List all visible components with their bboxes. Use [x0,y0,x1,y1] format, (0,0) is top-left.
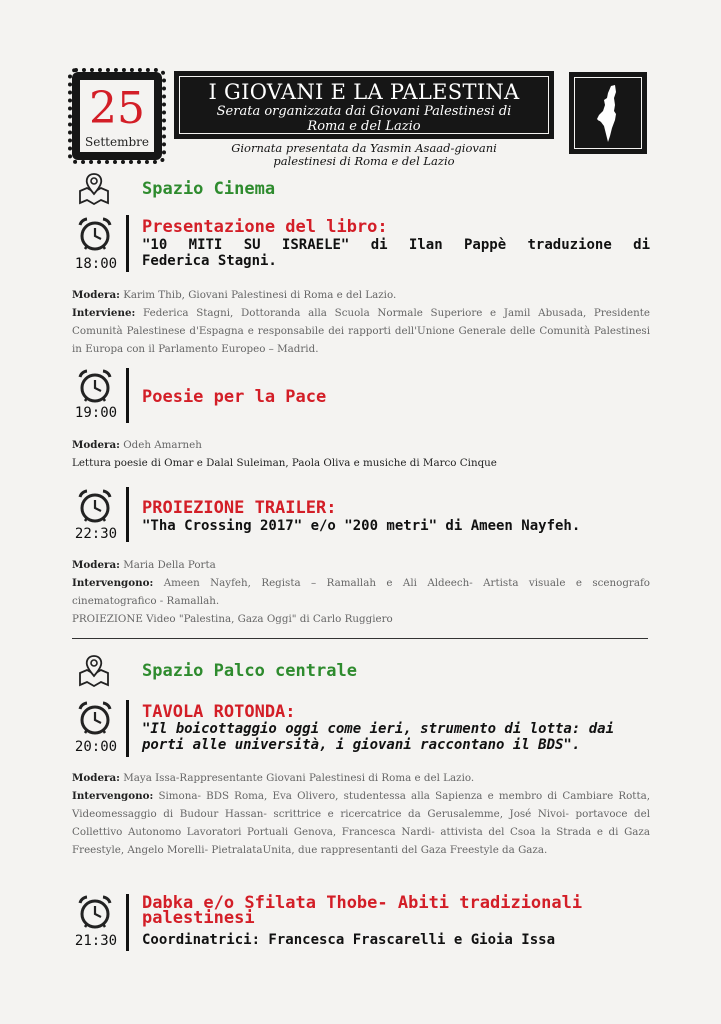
event-info [72,769,650,859]
event-title: PROIEZIONE TRAILER: [142,498,337,518]
info-line [72,454,650,472]
event-subtitle [142,721,652,753]
alarm-clock-icon [76,487,114,525]
event-title: TAVOLA ROTONDA: [142,702,296,722]
info-text: Federica Stagni, Dottoranda alla Scuola Normale Superiore e Jamil Abusada, Presidente Comunità Palestinese d'Espagna e responsabile dei rapporti dell'Unione Generale delle Comunità Palestinesi in Europa con il Parlamento Europeo – Madrid. [72,307,650,355]
event-subtitle-line1: "10 MITI SU ISRAELE" di Ilan Pappè traduzione di [142,237,650,253]
alarm-clock-icon [76,893,114,931]
info-label: Interviene: [72,307,136,319]
alarm-clock-icon [76,215,114,253]
map-pin-icon [77,171,111,205]
date-stamp [72,72,162,160]
event-title: Presentazione del libro: [142,217,388,237]
event-divider [126,700,129,757]
event-time: 18:00 [74,256,118,272]
event-title-line2: palestinesi [142,908,255,928]
info-label: Modera: [72,772,120,784]
section-title-palco: Spazio Palco centrale [142,661,357,681]
info-line [72,436,650,454]
info-line [72,556,650,574]
date-day: 25 [89,83,145,134]
info-text: Lettura poesie di Omar e Dalal Suleiman, Paola Oliva e musiche di Marco Cinque [72,457,497,469]
event-time: 21:30 [74,933,118,949]
event-info [72,286,650,358]
info-label: Modera: [72,439,120,451]
event-divider [126,487,129,542]
event-subtitle [142,518,652,534]
presenter-line2: palestinesi di Roma e del Lazio [273,154,455,168]
map-pin-icon [77,653,111,687]
info-text: Karim Thib, Giovani Palestinesi di Roma e del Lazio. [119,289,397,301]
info-label: Modera: [72,289,120,301]
event-subtitle-line1: "Il boicottaggio oggi come ieri, strumento di lotta: dai [142,721,615,737]
page-title: I GIOVANI E LA PALESTINA [208,80,520,104]
info-line [72,574,650,610]
subtitle-line2: Roma e del Lazio [307,119,421,134]
info-line [72,769,650,787]
event-subtitle-line1: "Tha Crossing 2017" e/o "200 metri" di Ameen Nayfeh. [142,518,581,534]
event-info [72,556,650,628]
section-title-cinema: Spazio Cinema [142,179,276,199]
info-label: Intervengono: [72,790,154,802]
event-subtitle-line2: porti alle università, i giovani raccontano il BDS". [142,737,581,753]
info-line [72,304,650,358]
info-text: Maria Della Porta [119,559,216,571]
info-text: Simona- BDS Roma, Eva Olivero, studentessa alla Sapienza e membro di Cambiare Rotta, Videomessaggio di Budour Hassan- scrittrice e ricercatrice da Gerusalemme, José Nivoi- portavoce del Collettivo Autonomo Lavoratori Portuali Genova, Francesca Nardi- attivista del Csoa la Strada e di Gaza Freestyle, Angelo Morelli- PietralataUnita, due rappresentanti del Gaza Freestyle da Gaza. [72,790,650,856]
info-label: Modera: [72,559,120,571]
event-divider [126,894,129,951]
event-time: 22:30 [74,526,118,542]
title-banner [174,71,554,139]
alarm-clock-icon [76,699,114,737]
info-label: Intervengono: [72,577,154,589]
info-text: Ameen Nayfeh, Regista – Ramallah e Ali Aldeech- Artista visuale e scenografo cinematografico - Ramallah. [72,577,650,607]
event-subtitle [142,237,650,269]
info-line [72,787,650,859]
presenter-note [174,142,554,168]
event-divider [126,368,129,423]
page-subtitle [180,104,548,134]
info-line [72,610,650,628]
event-title [142,893,652,928]
event-time: 19:00 [74,405,118,421]
event-subtitle [142,932,652,948]
info-line [72,286,650,304]
alarm-clock-icon [76,367,114,405]
event-title-line1: Dabka e/o Sfilata Thobe- Abiti tradizionali [142,893,583,913]
subtitle-line1: Serata organizzata dai Giovani Palestinesi di [216,104,512,119]
event-title: Poesie per la Pace [142,387,327,407]
info-text: PROIEZIONE Video "Palestina, Gaza Oggi" di Carlo Ruggiero [72,613,393,625]
event-subtitle-line2: Federica Stagni. [142,253,277,269]
event-divider [126,215,129,272]
info-text: Odeh Amarneh [119,439,202,451]
info-text: Maya Issa-Rappresentante Giovani Palestinesi di Roma e del Lazio. [119,772,475,784]
palestine-map-logo [569,72,647,154]
event-info [72,436,650,472]
presenter-line1: Giornata presentata da Yasmin Asaad-giovani [231,141,497,155]
palestine-map-icon [575,78,641,148]
event-time: 20:00 [74,739,118,755]
section-divider [72,638,648,639]
date-month: Settembre [85,135,149,149]
event-subtitle-line1: Coordinatrici: Francesca Frascarelli e Gioia Issa [142,932,556,948]
